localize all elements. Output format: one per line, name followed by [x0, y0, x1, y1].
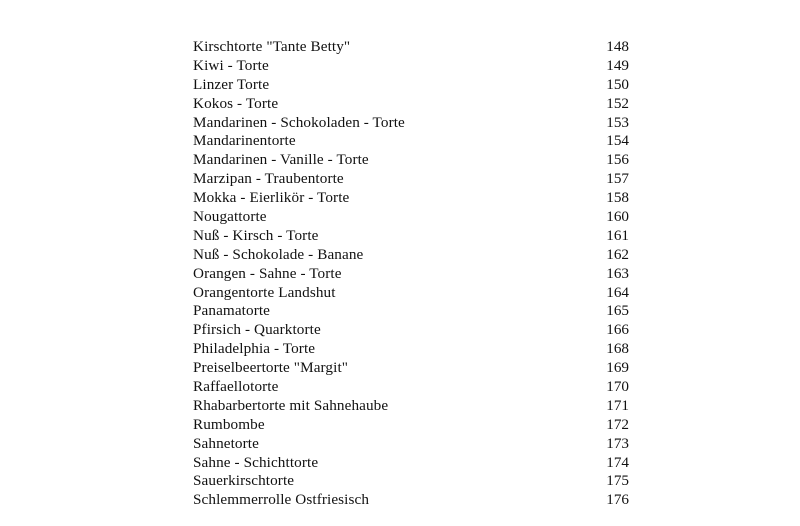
toc-row — [193, 265, 633, 284]
toc-row — [193, 378, 633, 397]
toc-page-number: 149 — [606, 56, 629, 74]
toc-page-number: 168 — [606, 340, 629, 358]
toc-row — [193, 359, 633, 378]
toc-row — [193, 76, 633, 95]
toc-title: Orangentorte Landshut — [193, 283, 336, 301]
toc-row — [193, 472, 633, 491]
toc-page-number: 164 — [606, 283, 629, 301]
toc-title: Philadelphia - Torte — [193, 340, 316, 358]
toc-page-number: 156 — [606, 151, 629, 169]
toc-title: Orangen - Sahne - Torte — [193, 264, 342, 282]
toc-title: Rhabarbertorte mit Sahnehaube — [193, 396, 389, 414]
toc-page-number: 176 — [606, 491, 629, 509]
toc-title: Mandarinentorte — [193, 132, 296, 150]
toc-title: Kiwi - Torte — [193, 56, 269, 74]
toc-row — [193, 227, 633, 246]
toc-page-number: 154 — [606, 132, 629, 150]
toc-title: Pfirsich - Quarktorte — [193, 321, 321, 339]
toc-page-number: 166 — [606, 321, 629, 339]
toc-title: Mokka - Eierlikör - Torte — [193, 189, 350, 207]
toc-row — [193, 491, 633, 510]
toc-title: Sahne - Schichttorte — [193, 453, 319, 471]
toc-title: Mandarinen - Schokoladen - Torte — [193, 113, 405, 131]
toc-page-number: 160 — [606, 208, 629, 226]
toc-row — [193, 132, 633, 151]
toc-title: Raffaellotorte — [193, 378, 279, 396]
toc-title: Sahnetorte — [193, 434, 259, 452]
toc-title: Kokos - Torte — [193, 94, 279, 112]
toc-page-number: 174 — [606, 453, 629, 471]
toc-row — [193, 284, 633, 303]
toc-page-number: 161 — [606, 226, 629, 244]
toc-page-number: 169 — [606, 359, 629, 377]
toc-page-number: 172 — [606, 415, 629, 433]
toc-row — [193, 435, 633, 454]
toc-title: Nuß - Schokolade - Banane — [193, 245, 364, 263]
toc-row — [193, 208, 633, 227]
toc-title: Marzipan - Traubentorte — [193, 170, 344, 188]
toc-page-number: 163 — [606, 264, 629, 282]
toc-page-number: 173 — [606, 434, 629, 452]
toc-row — [193, 151, 633, 170]
toc-row — [193, 38, 633, 57]
toc-page-number: 157 — [606, 170, 629, 188]
toc-title: Panamatorte — [193, 302, 271, 320]
toc-row — [193, 114, 633, 133]
table-of-contents — [193, 38, 633, 510]
toc-row — [193, 302, 633, 321]
toc-page-number: 158 — [606, 189, 629, 207]
toc-title: Sauerkirschtorte — [193, 472, 295, 490]
toc-title: Kirschtorte "Tante Betty" — [193, 38, 351, 55]
toc-page-number: 171 — [606, 396, 629, 414]
toc-title: Rumbombe — [193, 415, 265, 433]
toc-row — [193, 189, 633, 208]
toc-row — [193, 340, 633, 359]
toc-page-number: 162 — [606, 245, 629, 263]
toc-row — [193, 170, 633, 189]
toc-title: Nougattorte — [193, 208, 267, 226]
toc-page-number: 170 — [606, 378, 629, 396]
toc-title: Linzer Torte — [193, 75, 270, 93]
toc-row — [193, 321, 633, 340]
toc-page-number: 150 — [606, 75, 629, 93]
toc-page-number: 165 — [606, 302, 629, 320]
toc-title: Nuß - Kirsch - Torte — [193, 226, 319, 244]
toc-title: Schlemmerrolle Ostfriesisch — [193, 491, 370, 509]
toc-page-number: 175 — [606, 472, 629, 490]
toc-page-number: 148 — [606, 38, 629, 55]
toc-page-number: 152 — [606, 94, 629, 112]
toc-page-number: 153 — [606, 113, 629, 131]
toc-row — [193, 246, 633, 265]
toc-title: Preiselbeertorte "Margit" — [193, 359, 349, 377]
toc-row — [193, 454, 633, 473]
toc-row — [193, 57, 633, 76]
toc-row — [193, 416, 633, 435]
toc-title: Mandarinen - Vanille - Torte — [193, 151, 369, 169]
toc-row — [193, 397, 633, 416]
toc-row — [193, 95, 633, 114]
